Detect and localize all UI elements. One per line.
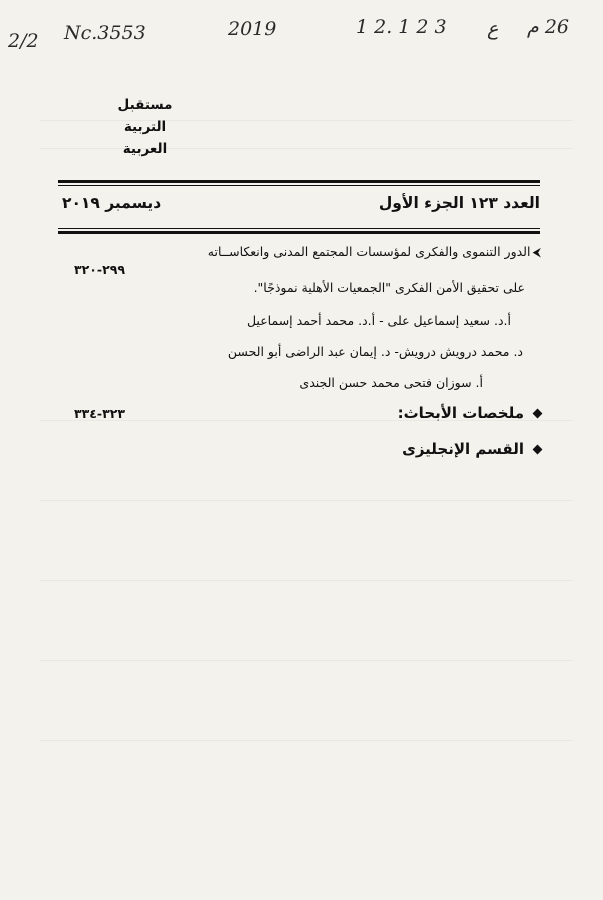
issue-header xyxy=(62,194,540,218)
mid-rule-thin xyxy=(58,228,540,229)
entry-pages: ٢٩٩-٣٢٠ xyxy=(74,262,125,277)
diamond-bullet-icon xyxy=(533,445,543,455)
entry-title-line-1: ⮜الدور التنموى والفكرى لمؤسسات المجتمع المدنى وانعكاســاته xyxy=(207,244,541,259)
handwritten-fraction: 2/2 xyxy=(8,30,39,52)
show-through-line xyxy=(40,500,573,501)
handwritten-code: 26 م xyxy=(527,16,569,38)
mid-rule-thick xyxy=(58,231,540,234)
journal-name-line: العربية xyxy=(122,141,168,157)
handwritten-year: 2019 xyxy=(228,18,277,40)
section-abstracts-pages: ٣٢٣-٣٣٤ xyxy=(74,406,125,421)
journal-name xyxy=(100,94,190,160)
issue-title: العدد ١٢٣ الجزء الأول xyxy=(378,194,540,212)
journal-name-line: مستقبل xyxy=(117,97,173,113)
section-abstracts: ملخصات الأبحاث: xyxy=(398,404,541,422)
show-through-line xyxy=(40,740,573,741)
top-rule-thin xyxy=(58,185,540,186)
diamond-bullet-icon xyxy=(533,409,543,419)
arrow-bullet-icon: ⮜ xyxy=(532,245,541,259)
handwritten-number: 1 2. 1 2 3 xyxy=(356,16,447,38)
top-rule-thick xyxy=(58,180,540,183)
entry-authors-line-1: أ.د. سعيد إسماعيل على - أ.د. محمد أحمد إسماعيل xyxy=(246,313,511,328)
show-through-line xyxy=(40,660,573,661)
show-through-line xyxy=(40,580,573,581)
handwritten-ref: Nc.3553 xyxy=(64,22,146,44)
entry-title-line-2: على تحقيق الأمن الفكرى "الجمعيات الأهلية نموذجًا". xyxy=(253,280,525,295)
entry-authors-line-2: د. محمد درويش درويش- د. إيمان عبد الراضى أبو الحسن xyxy=(227,344,523,359)
journal-name-line: التربية xyxy=(123,119,167,135)
issue-date: ديسمبر ٢٠١٩ xyxy=(62,194,162,212)
section-english: القسم الإنجليزى xyxy=(402,440,541,458)
handwritten-mark: ع xyxy=(487,18,499,40)
entry-authors-line-3: أ. سوزان فتحى محمد حسن الجندى xyxy=(299,375,483,390)
